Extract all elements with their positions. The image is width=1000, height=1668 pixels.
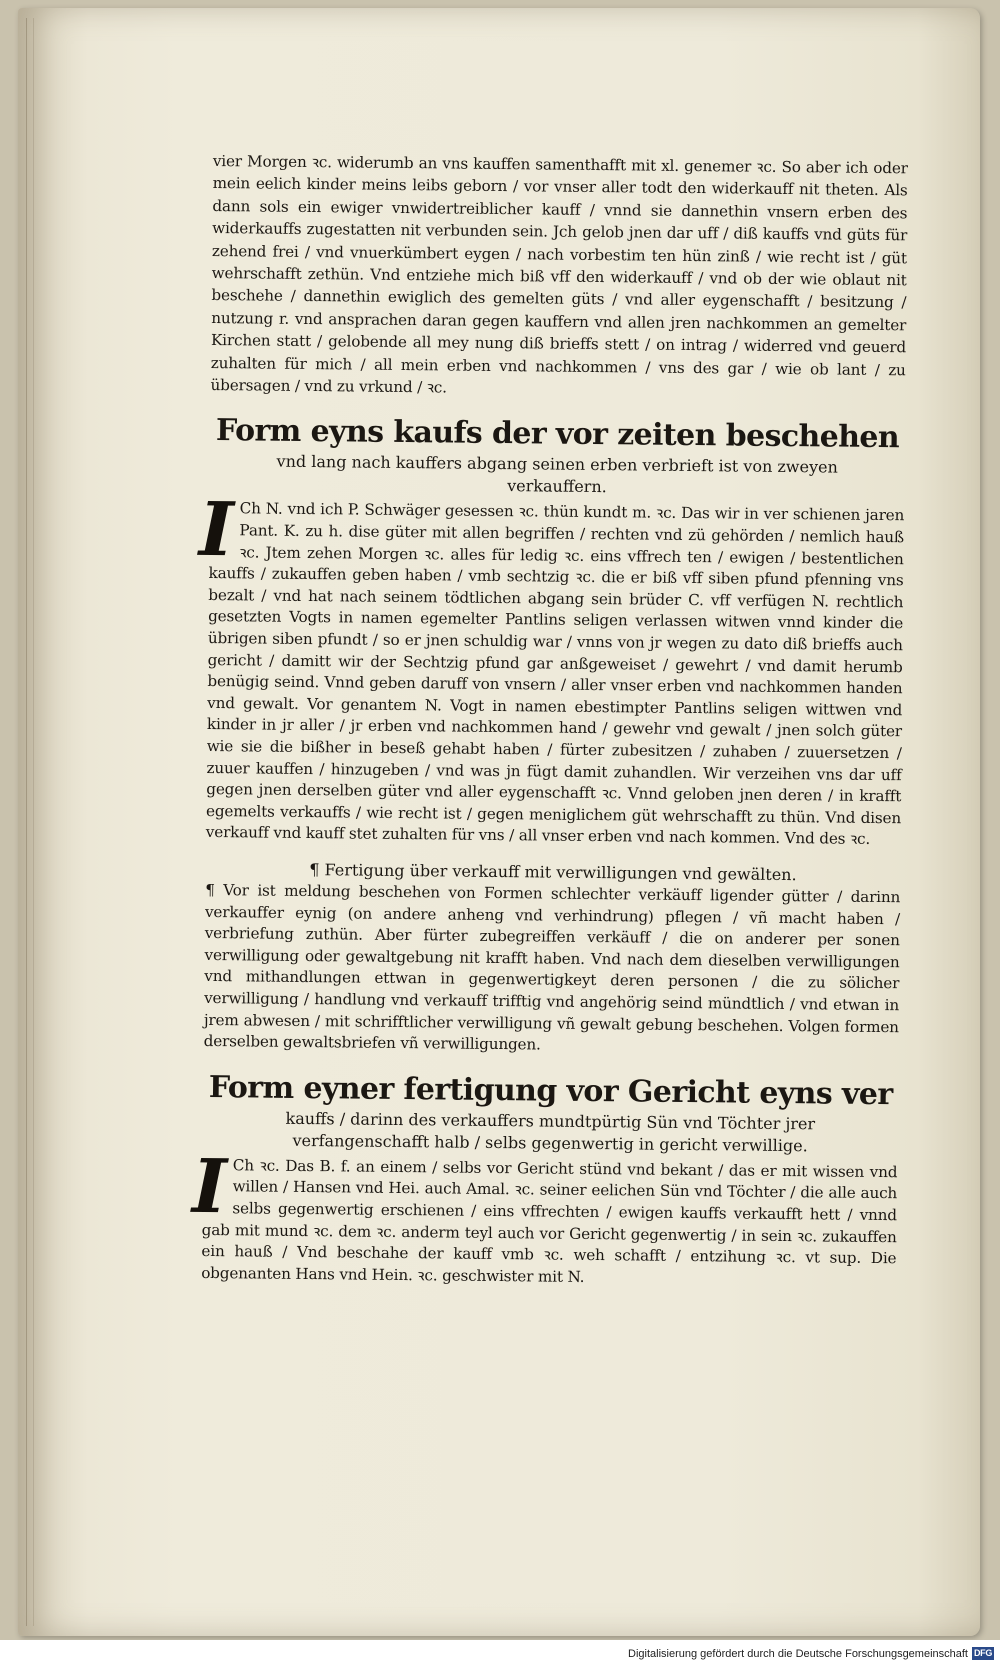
paragraph-deed-1 (198, 487, 905, 851)
section-subheading-1: vnd lang nach kauffers abgang seinen erben verbrieft ist von zweyen verkauffern. (276, 452, 838, 497)
section-heading-1: Form eyns kaufs der vor zeiten beschehen (215, 413, 900, 456)
paragraph-deed-2-text: Ch ꝛc. Das B. f. an einem / selbs vor Gericht stünd vnd bekant / das er mit wissen vnd willen / Hansen vnd Hei. auch Amal. ꝛc. seiner eelichen Sün vnd Töchter / die alle auch selbs gegenwertig erschienen / eins vffrechten / ewigen kauffs verkaufft hett / vnnd gab mit mund ꝛc. dem ꝛc. anderm teyl auch vor Gericht gegenwertig / in sein ꝛc. zukauffen ein hauß / Vnd beschahe der kauff vmb ꝛc. weh schafft / entzihung ꝛc. vt sup. Die obgenanten Hans vnd Hein. ꝛc. geschwister mit N. (201, 1155, 898, 1286)
paragraph-note: ¶ Vor ist meldung beschehen von Formen schlechter verkäuff ligender gütter / darinn verkauffer eynig (on andere anheng vnd verhindrung) pflegen / vñ macht haben / verbriefung zuthün. Aber fürter zubegreiffen verkäuff / die on anderer per sonen verwilligung oder gewaltgebung nit krafft haben. Vnd nach dem dieselben verwilligungen vnd mithandlungen ettwan in gegenwertigkeyt deren personen / die zu sölicher verwilligung / handlung vnd verkauff trifftig vnd angehörig seind mündtlich / vnd etwan in jrem abwesen / mit schrifftlicher verwilligung vñ gewalt gebung beschehen. Volgen formen derselben gewaltsbriefen vñ verwilligungen. (203, 880, 901, 1054)
funding-credit: Digitalisierung gefördert durch die Deutsche Forschungsgemeinschaft (628, 1648, 968, 1660)
paragraph-deed-1-text: Ch N. vnd ich P. Schwäger gesessen ꝛc. thün kundt m. ꝛc. Das wir in ver schienen jaren Pant. K. zu h. dise güter mit allen begriffen / rechten vnd zü gehörden / nemlich hauß ꝛc. Jtem zehen Morgen ꝛc. alles für ledig ꝛc. eins vffrech ten / ewigen / bestentlichen kauffs / zukauffen geben haben / vmb sechtzig ꝛc. die er biß vff siben pfund pfenning vns bezalt / vnd hat nach seinem tödtlichen abgang sein brüder C. vff verfügen N. rechtlich gesetzten Vogts in namen egemelter Pantlins seligen verlassen witwen vnnd kinder die übrigen siben pfundt / so er jnen schuldig war / vnns von jr wegen zu dato diß brieffs auch gericht / damitt wir der Sechtzig pfund gar anßgeweiset / gewehrt / vnd damit herumb benügig seind. Vnnd geben daruff von vnsern / aller vnser erben vnd nachkommen handen vnd gewalt. Vor genantem N. Vogt in namen ebestimpter Pantlins seligen wittwen vnd kinder in jr aller / jr erben vnd nachkommen hand / gewehr vnd gewalt / jnen solch güter wie sie die bißher in beseß gehabt haben / fürter zubesitzen / zuhaben / zuuersetzen / zuuer kauffen / hinzugeben / vnd was jn fügt damit zuhandlen. Wir verzeihen vns dar uff gegen jnen derselben güter vnd aller eygenschafft ꝛc. Vnnd geloben jnen deren / in krafft egemelts verkauffs / wie recht ist / gegen meniglichem güt wehrschafft zu thün. Vnd disen verkauff vnd kauff stet zuhalten für vns / all vnser erben vnd nach kommen. Vnd des ꝛc. (205, 499, 905, 849)
section-subheading-2: kauffs / darinn des verkauffers mundtpürtig Sün vnd Töchter jrer verfangenschafft halb / selbs gegenwertig in gericht verwillige. (285, 1108, 816, 1156)
digitization-footer (0, 1640, 1000, 1668)
page-text-block (191, 150, 908, 1291)
drop-cap-initial-2: I (191, 1143, 228, 1230)
note-heading: ¶ Fertigung über verkauff mit verwilligungen vnd gewälten. (309, 860, 797, 885)
section-heading-2: Form eyner fertigung vor Gericht eyns ver (208, 1069, 893, 1112)
paragraph-deed-2 (191, 1143, 898, 1292)
drop-cap-initial: I (198, 487, 234, 574)
paragraph-continuation: vier Morgen ꝛc. widerumb an vns kauffen samenthafft mit xl. genemer ꝛc. So aber ich oder mein eelich kinder meins leibs geborn / vor vnser aller todt den widerkauff nit theten. Als dann sols ein ewiger vnwidertreiblicher kauff / vnnd sie dannethin vnsern erben des widerkauffs zugestatten nit verbunden sein. Jch gelob jnen dar uff / diß kauffs vnd güts für zehend frei / vnd vnuerkümbert eygen / nach vorbestim ten hün zinß / wie recht ist / güt wehrschafft zethün. Vnd entziehe mich biß vff den widerkauff / vnd ob der wie oblaut nit beschehe / dannethin ewiglich des gemelten güts / vnd aller eygenschafft / besitzung / nutzung r. vnd ansprachen daran gegen kauffern vnd allen jren nachkommen an gemelter Kirchen statt / gelobende all mey nung diß brieffs stett / on intrag / widerred vnd geuerd zuhalten für mich / all mein erben vnd nachkommen / vns des gar / wie ob lant / zu übersagen / vnd zu vrkund / ꝛc. (210, 151, 908, 397)
dfg-logo: DFG (973, 1648, 993, 1658)
